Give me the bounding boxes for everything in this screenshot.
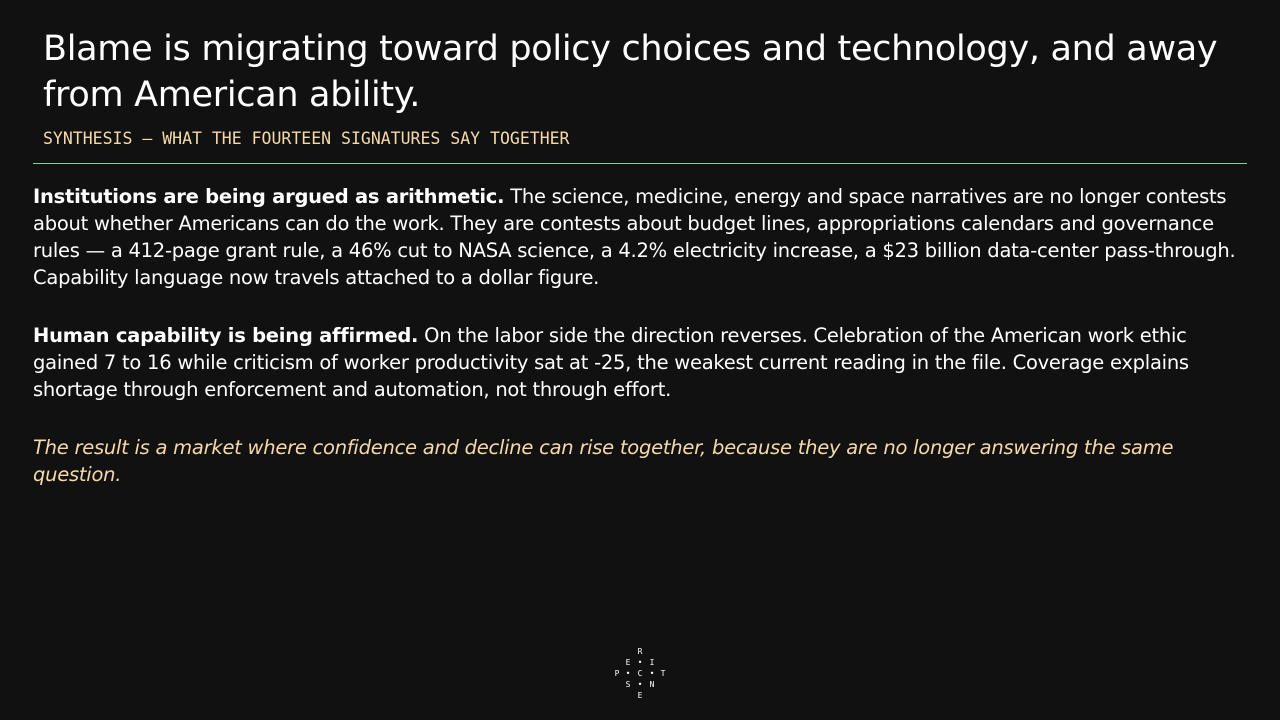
- brand-logo: [612, 647, 668, 701]
- conclusion-text: The result is a market where confidence and decline can rise together, because they are no longer answering the same question.: [33, 436, 1174, 486]
- logo-letter: N: [649, 680, 655, 689]
- paragraph-text: On the labor side the direction reverses. Celebration of the American work ethic gained 7 to 16 while criticism of worker productivity sat at -25, the weakest current reading in the file. Coverage explains shortage through enforcement and automation, not through effort.: [33, 324, 1189, 401]
- paragraph-lead: Institutions are being argued as arithmetic.: [33, 185, 505, 208]
- divider-rule: [33, 163, 1247, 164]
- slide-title: Blame is migrating toward policy choices and technology, and away from American ability.: [43, 29, 1218, 115]
- logo-dot: •: [649, 669, 655, 678]
- logo-letter: S: [625, 680, 631, 689]
- paragraph-lead: Human capability is being affirmed.: [33, 324, 419, 347]
- logo-letter: E: [637, 691, 643, 700]
- paragraph-institutions: [33, 183, 1243, 291]
- logo-letter: T: [660, 669, 666, 678]
- slide-subtitle: SYNTHESIS — WHAT THE FOURTEEN SIGNATURES SAY TOGETHER: [43, 129, 570, 148]
- logo-dot: •: [637, 658, 643, 667]
- logo-dot: •: [637, 680, 643, 689]
- logo-letter: E: [625, 658, 631, 667]
- logo-letter: I: [649, 658, 655, 667]
- paragraph-human-capability: [33, 322, 1243, 403]
- slide-body: [33, 183, 1243, 519]
- logo-letter: P: [614, 669, 620, 678]
- logo-letter: C: [637, 669, 643, 678]
- logo-letter: R: [637, 647, 643, 656]
- paragraph-text: The science, medicine, energy and space narratives are no longer contests about whether Americans can do the work. They are contests about budget lines, appropriations calendars and governance rules — a 412-page grant rule, a 46% cut to NASA science, a 4.2% electricity increase, a $23 billion data-center pass-through. Capability language now travels attached to a dollar figure.: [33, 185, 1236, 289]
- logo-dot: •: [625, 669, 631, 678]
